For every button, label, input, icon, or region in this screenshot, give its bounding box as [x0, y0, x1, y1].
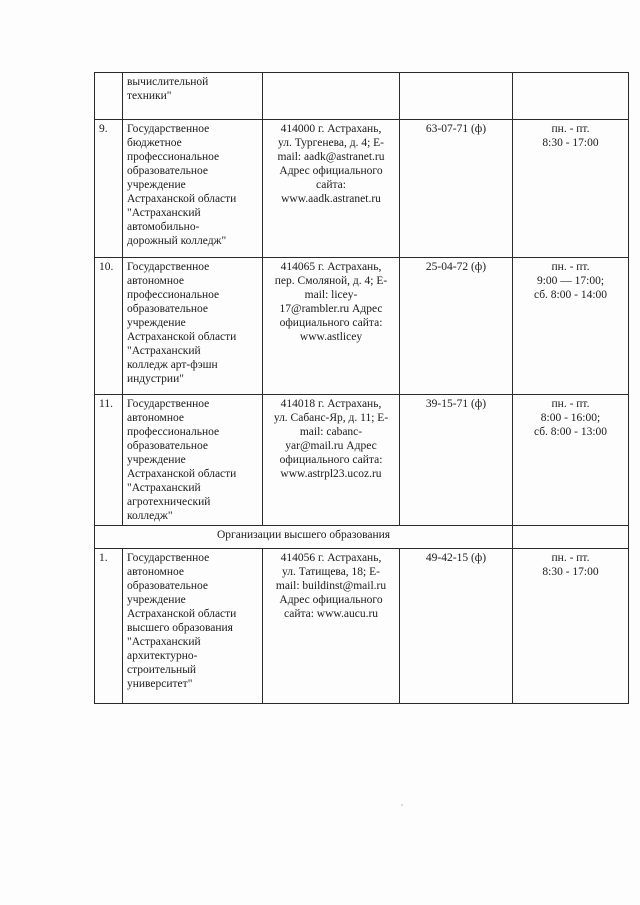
- scan-speck: [401, 804, 403, 806]
- organizations-table: [94, 72, 629, 704]
- organization-hours: пн. - пт. 8:30 - 17:00: [513, 549, 629, 704]
- organization-hours: [513, 73, 629, 120]
- table-row: [95, 120, 629, 258]
- organization-hours: пн. - пт. 8:00 - 16:00; сб. 8:00 - 13:00: [513, 395, 629, 526]
- organization-name: Государственное автономное профессиональное образовательное учреждение Астраханской области "Астраханский агротехнический колледж": [123, 395, 263, 526]
- organization-hours: пн. - пт. 8:30 - 17:00: [513, 120, 629, 258]
- row-number: 9.: [95, 120, 123, 258]
- table-row: [95, 73, 629, 120]
- organization-phone: 49-42-15 (ф): [400, 549, 513, 704]
- organization-address: 414018 г. Астрахань, ул. Сабанс-Яр, д. 11; E- mail: cabanc- yar@mail.ru Адрес официального сайта: www.astrpl23.ucoz.ru: [263, 395, 400, 526]
- table-row: [95, 258, 629, 395]
- organization-name: Государственное автономное профессиональное образовательное учреждение Астраханской области "Астраханский колледж арт-фэшн индустрии": [123, 258, 263, 395]
- organization-hours: пн. - пт. 9:00 — 17:00; сб. 8:00 - 14:00: [513, 258, 629, 395]
- organization-phone: 25-04-72 (ф): [400, 258, 513, 395]
- row-number: 11.: [95, 395, 123, 526]
- organization-phone: 63-07-71 (ф): [400, 120, 513, 258]
- organization-name: вычислительной техники": [123, 73, 263, 120]
- section-empty-cell: [513, 526, 629, 549]
- organization-phone: [400, 73, 513, 120]
- organization-address: [263, 73, 400, 120]
- section-row: [95, 526, 629, 549]
- organization-name: Государственное бюджетное профессиональное образовательное учреждение Астраханской области "Астраханский автомобильно- дорожный колледж": [123, 120, 263, 258]
- organization-phone: 39-15-71 (ф): [400, 395, 513, 526]
- table-row: [95, 395, 629, 526]
- organization-address: 414065 г. Астрахань, пер. Смоляной, д. 4; E- mail: licey- 17@rambler.ru Адрес официального сайта: www.astlicey: [263, 258, 400, 395]
- section-title: Организации высшего образования: [95, 526, 513, 549]
- row-number: [95, 73, 123, 120]
- row-number: 10.: [95, 258, 123, 395]
- organization-name: Государственное автономное образовательное учреждение Астраханской области высшего образования "Астраханский архитектурно- строительный университет": [123, 549, 263, 704]
- table-row: [95, 549, 629, 704]
- organization-address: 414000 г. Астрахань, ул. Тургенева, д. 4; E- mail: aadk@astranet.ru Адрес официального сайта: www.aadk.astranet.ru: [263, 120, 400, 258]
- row-number: 1.: [95, 549, 123, 704]
- organization-address: 414056 г. Астрахань, ул. Татищева, 18; E- mail: buildinst@mail.ru Адрес официального сайта: www.aucu.ru: [263, 549, 400, 704]
